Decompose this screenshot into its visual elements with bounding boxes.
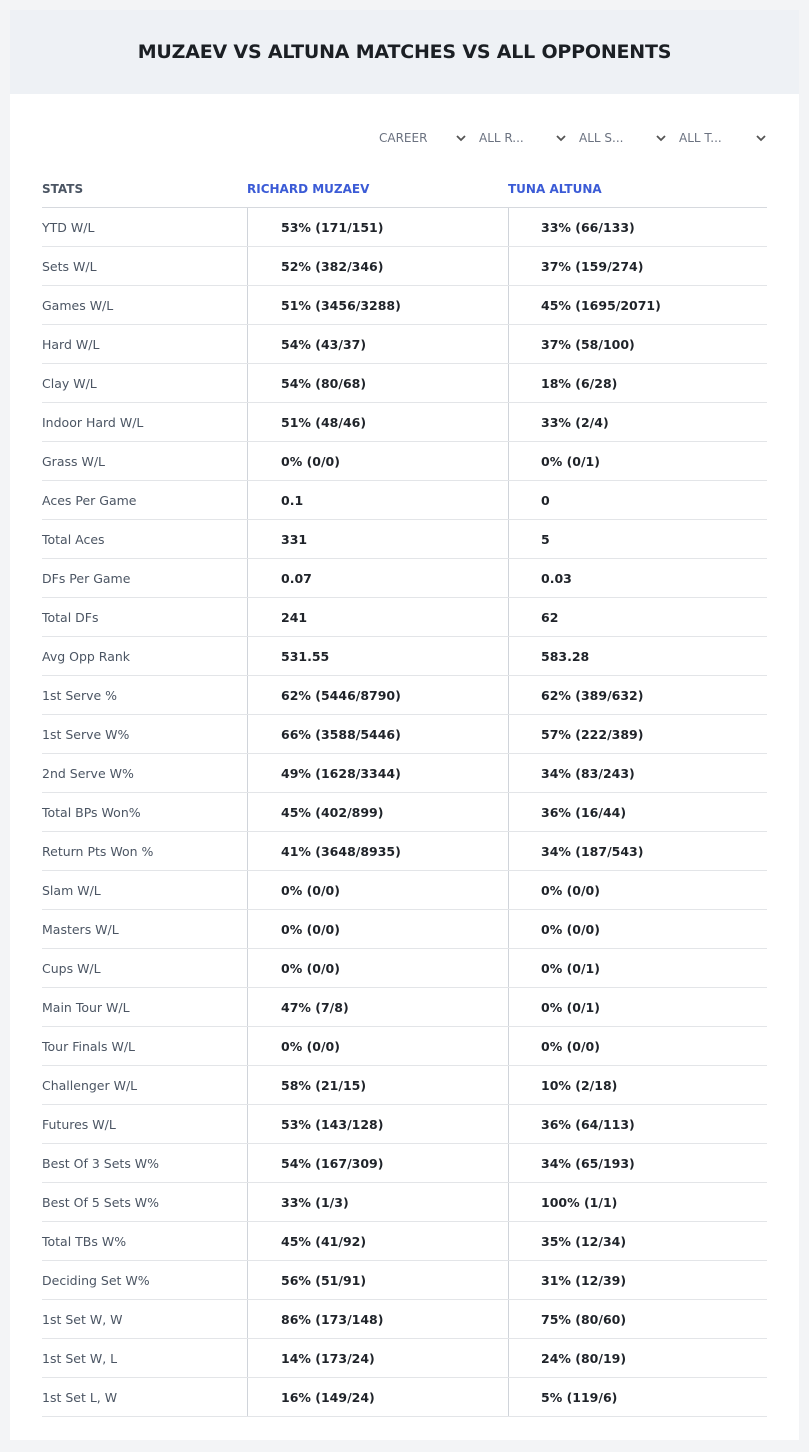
player1-value: 51% (48/46): [247, 403, 508, 441]
stat-label: 1st Set W, W: [42, 1311, 123, 1327]
table-row: [42, 1066, 767, 1105]
player1-value: 54% (80/68): [247, 364, 508, 402]
stat-label: Challenger W/L: [42, 1077, 138, 1093]
player2-value: 36% (16/44): [508, 793, 767, 831]
stat-label: Avg Opp Rank: [42, 648, 131, 664]
stats-column-header: STATS: [42, 181, 84, 196]
player2-value: 0% (0/1): [508, 988, 767, 1026]
table-row: [42, 637, 767, 676]
table-row: [42, 1183, 767, 1222]
stat-label: 1st Serve %: [42, 687, 118, 703]
stat-label: Total DFs: [42, 609, 99, 625]
stat-label: 1st Set L, W: [42, 1389, 118, 1405]
player2-value: 37% (159/274): [508, 247, 767, 285]
filter-bar: [367, 128, 767, 148]
player1-value: 86% (173/148): [247, 1300, 508, 1338]
player2-value: 34% (65/193): [508, 1144, 767, 1182]
chevron-down-icon: [455, 132, 467, 144]
player1-value: 331: [247, 520, 508, 558]
player2-value: 75% (80/60): [508, 1300, 767, 1338]
player2-value: 100% (1/1): [508, 1183, 767, 1221]
filter-tournament-label: ALL T...: [679, 131, 722, 145]
table-row: [42, 403, 767, 442]
player1-value: 49% (1628/3344): [247, 754, 508, 792]
player2-value: 0.03: [508, 559, 767, 597]
stats-card: [10, 10, 799, 1440]
table-row: [42, 832, 767, 871]
stat-label: Indoor Hard W/L: [42, 414, 144, 430]
stat-label: Tour Finals W/L: [42, 1038, 136, 1054]
stat-label: Sets W/L: [42, 258, 97, 274]
player1-value: 16% (149/24): [247, 1378, 508, 1416]
stats-table: [42, 170, 767, 1417]
player1-value: 47% (7/8): [247, 988, 508, 1026]
player1-value: 45% (41/92): [247, 1222, 508, 1260]
stat-label: Grass W/L: [42, 453, 106, 469]
player1-value: 0% (0/0): [247, 871, 508, 909]
player2-value: 24% (80/19): [508, 1339, 767, 1377]
table-row: [42, 442, 767, 481]
stat-label: Total BPs Won%: [42, 804, 141, 820]
stat-label: Slam W/L: [42, 882, 101, 898]
player2-value: 33% (66/133): [508, 208, 767, 246]
player1-value: 0.07: [247, 559, 508, 597]
player2-value: 57% (222/389): [508, 715, 767, 753]
player1-value: 45% (402/899): [247, 793, 508, 831]
player1-value: 54% (167/309): [247, 1144, 508, 1182]
player2-value: 10% (2/18): [508, 1066, 767, 1104]
filter-round-label: ALL R...: [479, 131, 524, 145]
player2-value: 34% (83/243): [508, 754, 767, 792]
player2-value: 18% (6/28): [508, 364, 767, 402]
stat-label: Deciding Set W%: [42, 1272, 150, 1288]
player2-value: 5: [508, 520, 767, 558]
player1-link[interactable]: RICHARD MUZAEV: [247, 181, 370, 196]
stat-label: 1st Serve W%: [42, 726, 130, 742]
player1-value: 531.55: [247, 637, 508, 675]
table-row: [42, 910, 767, 949]
table-row: [42, 793, 767, 832]
player1-value: 53% (171/151): [247, 208, 508, 246]
player1-value: 0% (0/0): [247, 949, 508, 987]
table-row: [42, 1300, 767, 1339]
player2-value: 31% (12/39): [508, 1261, 767, 1299]
table-row: [42, 559, 767, 598]
table-row: [42, 949, 767, 988]
table-row: [42, 754, 767, 793]
player2-value: 0% (0/0): [508, 910, 767, 948]
player2-value: 35% (12/34): [508, 1222, 767, 1260]
table-row: [42, 481, 767, 520]
table-row: [42, 1378, 767, 1417]
player1-value: 66% (3588/5446): [247, 715, 508, 753]
player2-value: 583.28: [508, 637, 767, 675]
player2-value: 36% (64/113): [508, 1105, 767, 1143]
player1-value: 51% (3456/3288): [247, 286, 508, 324]
filter-surface-label: ALL S...: [579, 131, 624, 145]
player2-value: 45% (1695/2071): [508, 286, 767, 324]
stat-label: Best Of 5 Sets W%: [42, 1194, 160, 1210]
table-row: [42, 676, 767, 715]
player2-value: 33% (2/4): [508, 403, 767, 441]
player1-value: 0% (0/0): [247, 1027, 508, 1065]
player2-value: 0% (0/1): [508, 442, 767, 480]
player1-value: 0.1: [247, 481, 508, 519]
player2-value: 34% (187/543): [508, 832, 767, 870]
player2-value: 0: [508, 481, 767, 519]
stat-label: 1st Set W, L: [42, 1350, 118, 1366]
stat-label: Futures W/L: [42, 1116, 116, 1132]
stat-label: Clay W/L: [42, 375, 97, 391]
player2-value: 62: [508, 598, 767, 636]
player1-value: 241: [247, 598, 508, 636]
stat-label: DFs Per Game: [42, 570, 131, 586]
player2-value: 5% (119/6): [508, 1378, 767, 1416]
table-row: [42, 208, 767, 247]
table-row: [42, 1261, 767, 1300]
table-row: [42, 364, 767, 403]
table-row: [42, 871, 767, 910]
table-row: [42, 1222, 767, 1261]
player2-value: 0% (0/1): [508, 949, 767, 987]
table-row: [42, 1105, 767, 1144]
stat-label: Best Of 3 Sets W%: [42, 1155, 160, 1171]
table-row: [42, 598, 767, 637]
player1-value: 53% (143/128): [247, 1105, 508, 1143]
table-body: [42, 208, 767, 1417]
filter-surface-dropdown[interactable]: [567, 128, 667, 148]
stat-label: Cups W/L: [42, 960, 101, 976]
table-row: [42, 1339, 767, 1378]
table-row: [42, 520, 767, 559]
filter-period-label: CAREER: [379, 131, 428, 145]
filter-period-dropdown[interactable]: [367, 128, 467, 148]
player1-value: 41% (3648/8935): [247, 832, 508, 870]
player2-value: 0% (0/0): [508, 1027, 767, 1065]
stat-label: Total Aces: [42, 531, 105, 547]
stat-label: Aces Per Game: [42, 492, 137, 508]
table-row: [42, 988, 767, 1027]
chevron-down-icon: [655, 132, 667, 144]
player2-value: 37% (58/100): [508, 325, 767, 363]
player2-link[interactable]: TUNA ALTUNA: [508, 181, 602, 196]
player1-value: 0% (0/0): [247, 910, 508, 948]
table-row: [42, 247, 767, 286]
player2-value: 0% (0/0): [508, 871, 767, 909]
player1-value: 14% (173/24): [247, 1339, 508, 1377]
stat-label: Return Pts Won %: [42, 843, 154, 859]
stat-label: 2nd Serve W%: [42, 765, 134, 781]
stat-label: Games W/L: [42, 297, 114, 313]
player1-value: 58% (21/15): [247, 1066, 508, 1104]
player1-value: 62% (5446/8790): [247, 676, 508, 714]
table-row: [42, 715, 767, 754]
player1-value: 52% (382/346): [247, 247, 508, 285]
table-row: [42, 1144, 767, 1183]
filter-tournament-dropdown[interactable]: [667, 128, 767, 148]
filter-round-dropdown[interactable]: [467, 128, 567, 148]
card-header: [10, 10, 799, 94]
stat-label: Hard W/L: [42, 336, 100, 352]
player1-value: 54% (43/37): [247, 325, 508, 363]
player1-value: 33% (1/3): [247, 1183, 508, 1221]
player1-value: 56% (51/91): [247, 1261, 508, 1299]
stat-label: Masters W/L: [42, 921, 119, 937]
table-row: [42, 286, 767, 325]
stat-label: Main Tour W/L: [42, 999, 130, 1015]
stat-label: YTD W/L: [42, 219, 95, 235]
table-header: [42, 170, 767, 208]
player1-value: 0% (0/0): [247, 442, 508, 480]
chevron-down-icon: [555, 132, 567, 144]
stat-label: Total TBs W%: [42, 1233, 127, 1249]
player2-value: 62% (389/632): [508, 676, 767, 714]
page-title: MUZAEV VS ALTUNA MATCHES VS ALL OPPONENTS: [137, 41, 672, 63]
table-row: [42, 1027, 767, 1066]
chevron-down-icon: [755, 132, 767, 144]
table-row: [42, 325, 767, 364]
